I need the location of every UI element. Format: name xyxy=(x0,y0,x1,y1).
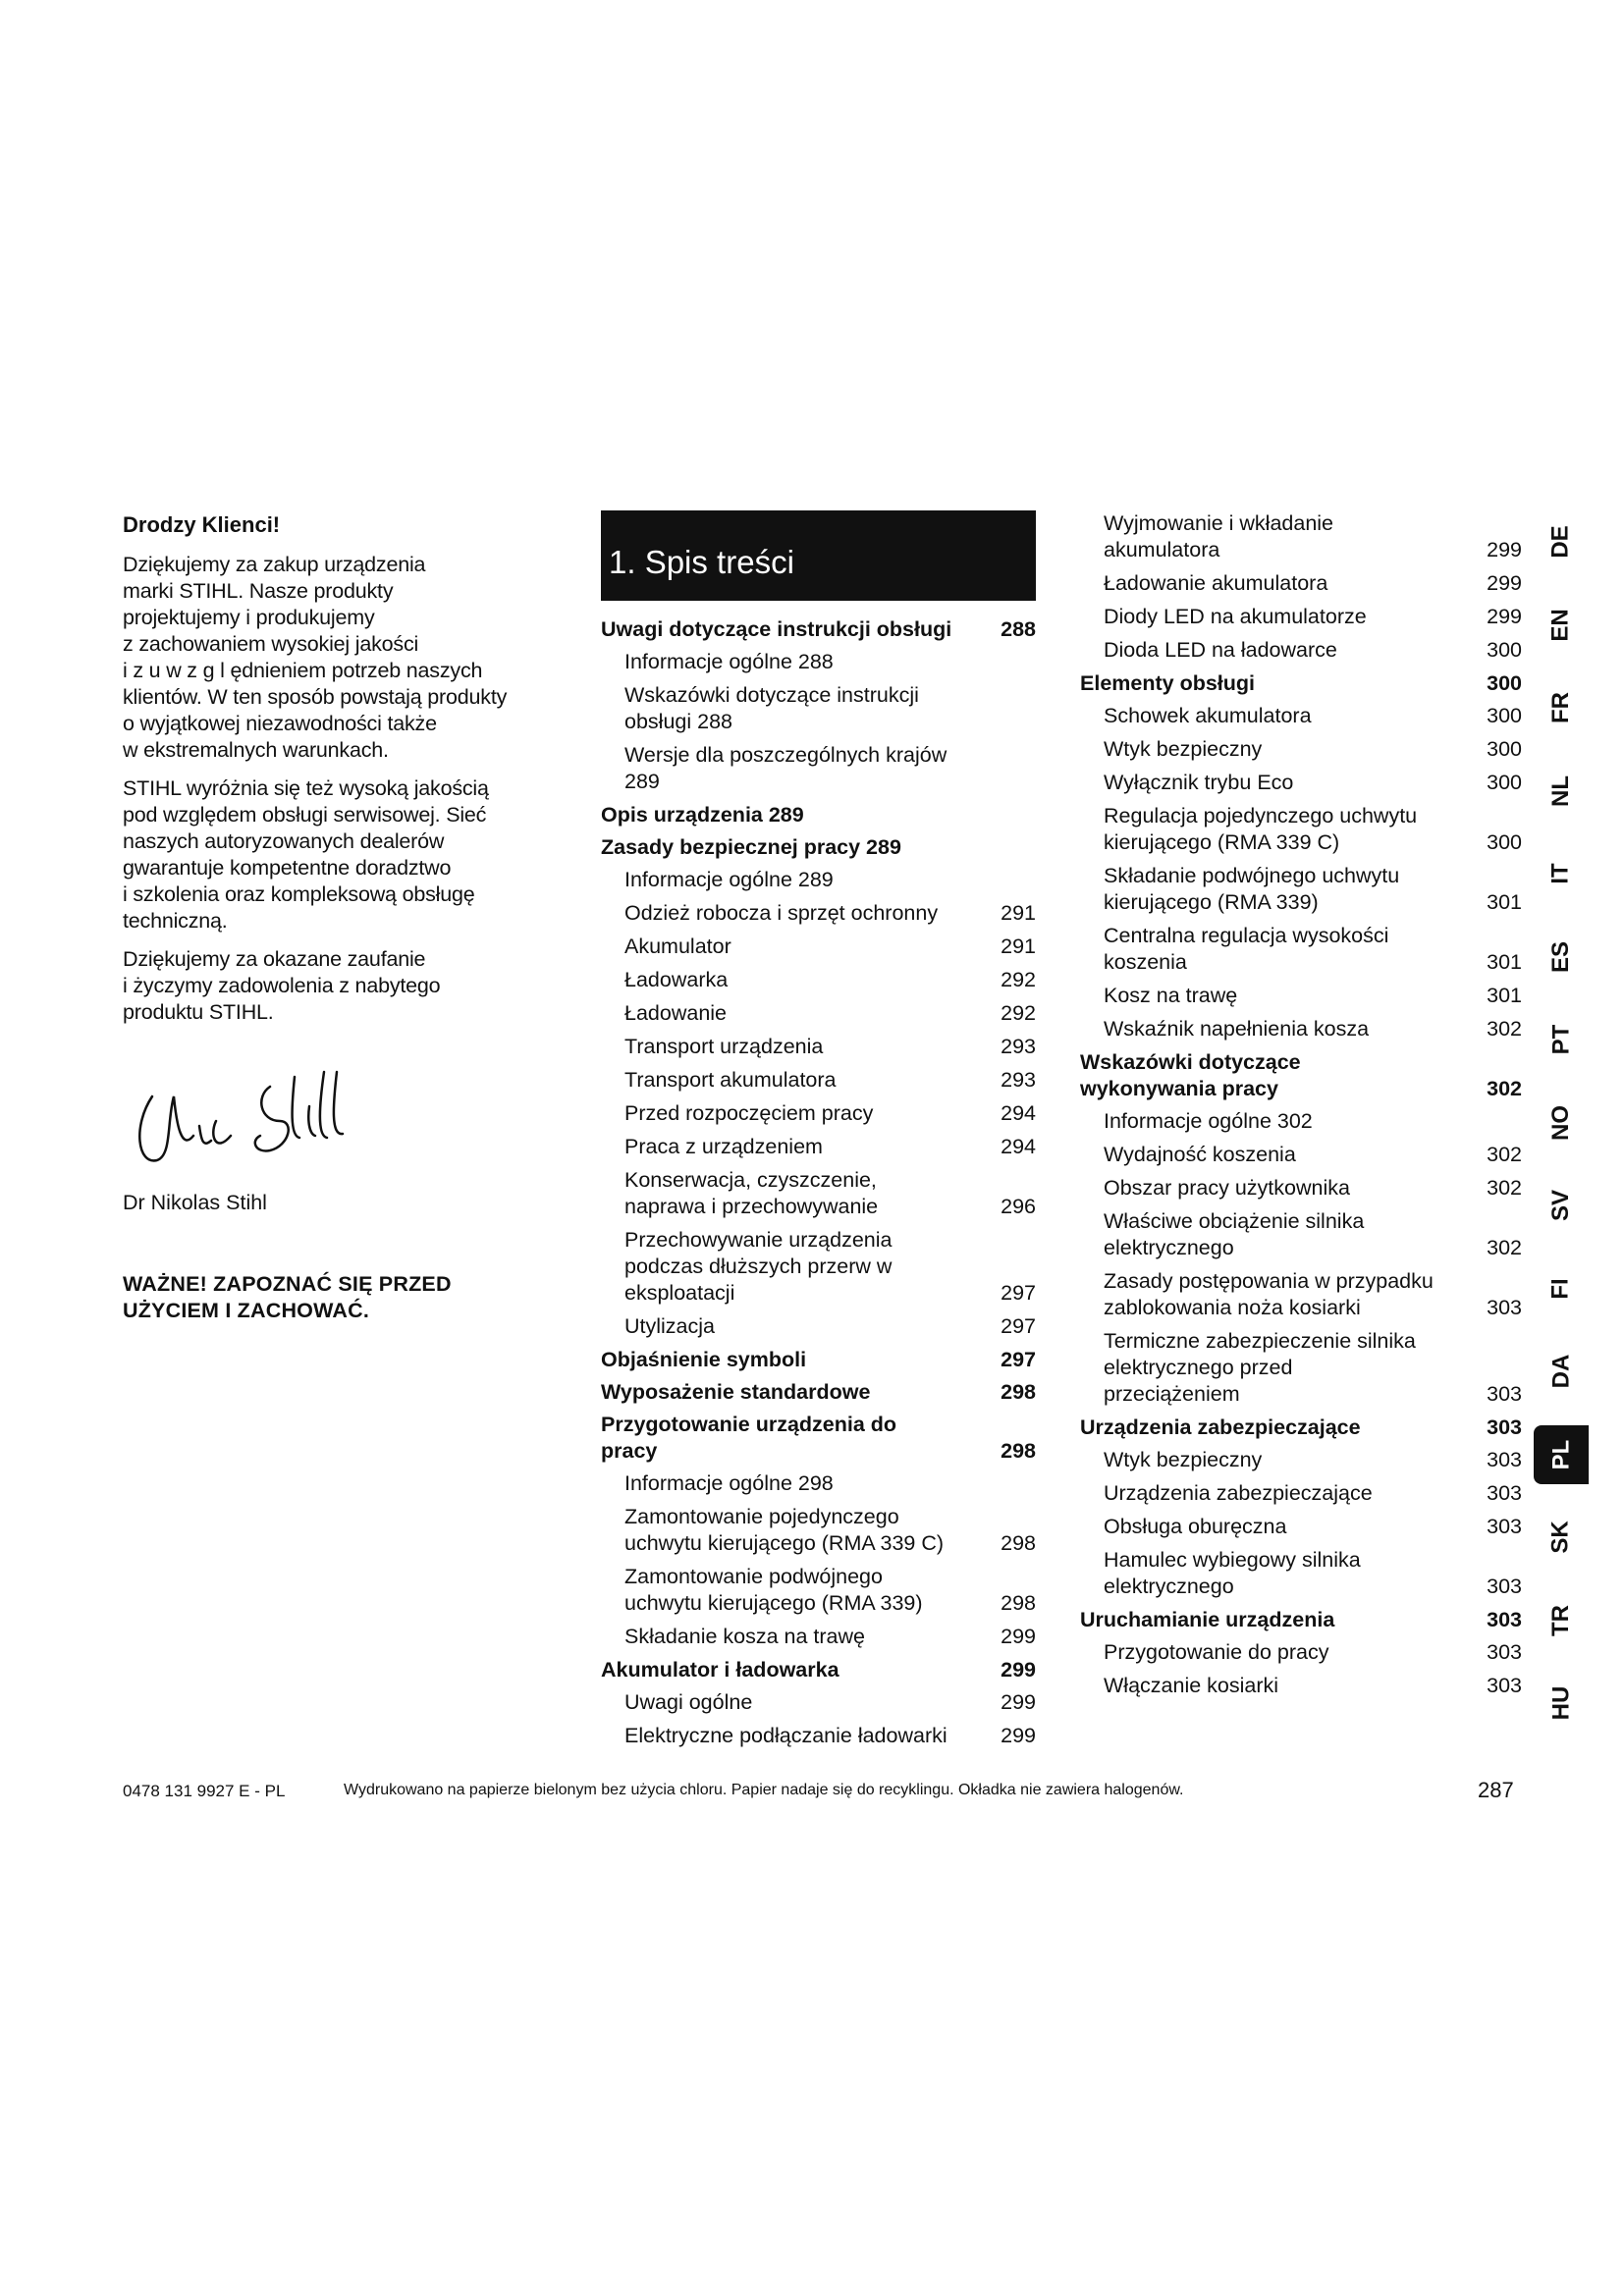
greeting-paragraph: STIHL wyróżnia się też wysoką jakością pod względem obsługi serwisowej. Sieć naszych autoryzowanych dealerów gwarantuje kompetentne doradztwo i szkolenia oraz kompleksową obsługę techniczną. xyxy=(123,776,489,933)
toc-section xyxy=(1080,1415,1522,1441)
toc-entry-page: 299 xyxy=(1487,605,1522,628)
toc-entry-title: Wskazówki dotyczące wykonywania pracy xyxy=(1080,1050,1301,1100)
toc-entry-title: Obszar pracy użytkownika xyxy=(1104,1176,1350,1200)
toc-column-1 xyxy=(601,510,1036,1756)
toc-entry xyxy=(601,934,1036,960)
toc-section xyxy=(601,834,1036,861)
toc-entry-page: 302 xyxy=(1487,1176,1522,1200)
toc-entry xyxy=(601,1167,1036,1220)
toc-entry-page: 299 xyxy=(1487,571,1522,595)
toc-entry xyxy=(1080,923,1522,976)
toc-entry-title: Elektryczne podłączanie ładowarki xyxy=(624,1724,947,1747)
toc-entry xyxy=(601,1313,1036,1340)
toc-entry xyxy=(1080,736,1522,763)
toc-entry xyxy=(601,900,1036,927)
toc-entry-title: Zamontowanie podwójnego uchwytu kierującego (RMA 339) xyxy=(624,1565,923,1615)
language-tab-label: DE xyxy=(1547,525,1574,559)
toc-entry-title: Składanie podwójnego uchwytu kierującego (RMA 339) xyxy=(1104,864,1400,914)
toc-entry-page: 302 xyxy=(1487,1077,1522,1100)
toc-entry-title: Odzież robocza i sprzęt ochronny xyxy=(624,901,939,925)
toc-entry xyxy=(1080,1447,1522,1473)
language-tab-no xyxy=(1534,1094,1589,1152)
toc-entry xyxy=(601,649,1036,675)
toc-entry-page: 294 xyxy=(1001,1135,1036,1158)
signer-name: Dr Nikolas Stihl xyxy=(123,1191,267,1214)
language-tab-label: PT xyxy=(1546,1024,1574,1055)
toc-entry xyxy=(1080,1673,1522,1699)
toc-entry-title: Uwagi dotyczące instrukcji obsługi xyxy=(601,617,952,641)
toc-entry xyxy=(1080,1480,1522,1507)
toc-entry-page: 303 xyxy=(1487,1296,1522,1319)
toc-entry-page: 300 xyxy=(1487,737,1522,761)
toc-entry-page: 303 xyxy=(1487,1674,1522,1697)
toc-entry-page: 296 xyxy=(1001,1195,1036,1218)
toc-entry-title: Informacje ogólne 289 xyxy=(624,868,834,891)
language-tab-label: HU xyxy=(1546,1685,1574,1721)
toc-entry-page: 298 xyxy=(1001,1531,1036,1555)
toc-entry xyxy=(1080,803,1522,856)
toc-entry xyxy=(601,1504,1036,1557)
toc-entry xyxy=(1080,1639,1522,1666)
toc-entry-page: 292 xyxy=(1001,968,1036,991)
language-tab-label: NO xyxy=(1547,1104,1574,1141)
toc-entry-page: 300 xyxy=(1487,771,1522,794)
toc-entry-title: Ładowanie akumulatora xyxy=(1104,571,1328,595)
language-tab-label: DA xyxy=(1546,1354,1574,1389)
toc-entry xyxy=(1080,1016,1522,1042)
toc-entry-title: Wskazówki dotyczące instrukcji obsługi 288 xyxy=(624,683,919,733)
toc-entry-page: 291 xyxy=(1001,901,1036,925)
toc-entry xyxy=(601,1689,1036,1716)
toc-entry-page: 301 xyxy=(1487,984,1522,1007)
toc-entry-title: Dioda LED na ładowarce xyxy=(1104,638,1337,662)
toc-entry-page: 300 xyxy=(1487,638,1522,662)
toc-entry xyxy=(601,1723,1036,1749)
language-tab-label: ES xyxy=(1546,940,1574,973)
toc-entry-page: 303 xyxy=(1487,1415,1522,1439)
toc-entry-page: 302 xyxy=(1487,1017,1522,1041)
toc-entry xyxy=(1080,570,1522,597)
toc-entry xyxy=(1080,863,1522,916)
toc-section xyxy=(601,1379,1036,1406)
language-tab-label: SK xyxy=(1547,1521,1574,1554)
toc-entry-title: Przygotowanie urządzenia do pracy xyxy=(601,1413,897,1463)
toc-entry-page: 303 xyxy=(1487,1640,1522,1664)
toc-entry xyxy=(601,682,1036,735)
toc-entry xyxy=(1080,1142,1522,1168)
toc-entry-page: 294 xyxy=(1001,1101,1036,1125)
toc-entry xyxy=(601,1227,1036,1307)
toc-entry xyxy=(1080,1268,1522,1321)
toc-entry-page: 291 xyxy=(1001,934,1036,958)
toc-entry-page: 298 xyxy=(1001,1591,1036,1615)
language-tab-pl xyxy=(1534,1425,1589,1484)
toc-section xyxy=(601,616,1036,643)
toc-entry-title: Wtyk bezpieczny xyxy=(1104,737,1263,761)
language-tab-fr xyxy=(1534,678,1589,737)
toc-entry xyxy=(1080,1514,1522,1540)
toc-section xyxy=(1080,1049,1522,1102)
language-tab-fi xyxy=(1534,1259,1589,1318)
language-tab-label: FI xyxy=(1546,1277,1574,1300)
toc-entry-title: Centralna regulacja wysokości koszenia xyxy=(1104,924,1389,974)
toc-entry-title: Urządzenia zabezpieczające xyxy=(1080,1415,1361,1439)
toc-entry-title: Wydajność koszenia xyxy=(1104,1143,1296,1166)
toc-entry xyxy=(601,742,1036,795)
toc-entry-page: 300 xyxy=(1487,671,1522,695)
toc-entry xyxy=(1080,770,1522,796)
toc-entry-title: Zasady postępowania w przypadku zablokowania noża kosiarki xyxy=(1104,1269,1434,1319)
greeting-column xyxy=(123,510,555,1324)
toc-entry-title: Kosz na trawę xyxy=(1104,984,1238,1007)
important-notice: WAŻNE! ZAPOZNAĆ SIĘ PRZED UŻYCIEM I ZACHOWAĆ. xyxy=(123,1272,452,1322)
toc-entry-title: Informacje ogólne 298 xyxy=(624,1471,834,1495)
language-tabs xyxy=(1534,512,1589,1759)
toc-entry xyxy=(601,1624,1036,1650)
toc-entry-page: 299 xyxy=(1001,1625,1036,1648)
toc-entry-page: 297 xyxy=(1001,1314,1036,1338)
greeting-paragraph: Dziękujemy za zakup urządzenia marki STIHL. Nasze produkty projektujemy i produkujemy z zachowaniem wysokiej jakości i z u w z g l ędnieniem potrzeb naszych klientów. W ten sposób powstają produkty o wyjątkowej niezawodności także w ekstremalnych warunkach. xyxy=(123,553,508,762)
toc-entry-title: Włączanie kosiarki xyxy=(1104,1674,1279,1697)
toc-entry-title: Transport urządzenia xyxy=(624,1035,824,1058)
language-tab-da xyxy=(1534,1342,1589,1401)
language-tab-label: PL xyxy=(1546,1439,1574,1469)
language-tab-sk xyxy=(1534,1508,1589,1567)
toc-entry-title: Akumulator xyxy=(624,934,731,958)
toc-entry-title: Wyłącznik trybu Eco xyxy=(1104,771,1294,794)
toc-entry-page: 302 xyxy=(1487,1236,1522,1259)
language-tab-pt xyxy=(1534,1010,1589,1069)
toc-entry-page: 297 xyxy=(1001,1348,1036,1371)
toc-entry xyxy=(601,1100,1036,1127)
language-tab-sv xyxy=(1534,1176,1589,1235)
toc-entry-title: Właściwe obciążenie silnika elektrycznego xyxy=(1104,1209,1365,1259)
toc-entry-page: 303 xyxy=(1487,1481,1522,1505)
language-tab-label: NL xyxy=(1547,774,1574,807)
toc-list xyxy=(601,616,1036,1749)
toc-entry xyxy=(1080,637,1522,664)
toc-entry-page: 292 xyxy=(1001,1001,1036,1025)
toc-section xyxy=(601,1657,1036,1683)
toc-entry-page: 293 xyxy=(1001,1035,1036,1058)
toc-entry-title: Urządzenia zabezpieczające xyxy=(1104,1481,1373,1505)
toc-entry-title: Praca z urządzeniem xyxy=(624,1135,823,1158)
toc-entry-page: 300 xyxy=(1487,830,1522,854)
signature-image xyxy=(123,1067,358,1175)
toc-entry-title: Akumulator i ładowarka xyxy=(601,1658,839,1682)
toc-entry xyxy=(601,1000,1036,1027)
toc-entry xyxy=(601,1470,1036,1497)
toc-entry-title: Regulacja pojedynczego uchwytu kierującego (RMA 339 C) xyxy=(1104,804,1418,854)
toc-entry-page: 301 xyxy=(1487,890,1522,914)
toc-entry-page: 300 xyxy=(1487,704,1522,727)
toc-entry-title: Uwagi ogólne xyxy=(624,1690,753,1714)
toc-entry-page: 299 xyxy=(1001,1724,1036,1747)
toc-entry-page: 299 xyxy=(1487,538,1522,561)
toc-entry-title: Objaśnienie symboli xyxy=(601,1348,807,1371)
toc-entry-page: 303 xyxy=(1487,1575,1522,1598)
toc-entry-title: Uruchamianie urządzenia xyxy=(1080,1608,1335,1631)
language-tab-label: SV xyxy=(1546,1189,1574,1222)
language-tab-it xyxy=(1534,844,1589,903)
toc-entry xyxy=(1080,1208,1522,1261)
toc-entry-page: 298 xyxy=(1001,1439,1036,1463)
document-code: 0478 131 9927 E - PL xyxy=(123,1782,286,1800)
toc-entry-title: Wskaźnik napełnienia kosza xyxy=(1104,1017,1370,1041)
toc-entry-title: Elementy obsługi xyxy=(1080,671,1256,695)
greeting-title: Drodzy Klienci! xyxy=(123,512,281,537)
toc-entry xyxy=(601,867,1036,893)
toc-entry-title: Przed rozpoczęciem pracy xyxy=(624,1101,874,1125)
toc-entry-title: Składanie kosza na trawę xyxy=(624,1625,866,1648)
toc-section xyxy=(1080,1607,1522,1633)
toc-entry-title: Wtyk bezpieczny xyxy=(1104,1448,1263,1471)
toc-entry-title: Utylizacja xyxy=(624,1314,715,1338)
language-tab-label: IT xyxy=(1546,863,1574,884)
toc-entry-title: Wersje dla poszczególnych krajów 289 xyxy=(624,743,947,793)
toc-entry xyxy=(1080,1328,1522,1408)
toc-entry-title: Informacje ogólne 288 xyxy=(624,650,834,673)
toc-entry xyxy=(1080,1547,1522,1600)
toc-entry-title: Transport akumulatora xyxy=(624,1068,837,1092)
toc-entry-title: Schowek akumulatora xyxy=(1104,704,1312,727)
toc-entry xyxy=(1080,604,1522,630)
language-tab-label: EN xyxy=(1547,608,1574,642)
toc-entry-title: Hamulec wybiegowy silnika elektrycznego xyxy=(1104,1548,1361,1598)
toc-entry-title: Ładowarka xyxy=(624,968,729,991)
toc-entry-title: Obsługa oburęczna xyxy=(1104,1515,1287,1538)
toc-entry-title: Opis urządzenia 289 xyxy=(601,803,804,827)
toc-entry xyxy=(601,1134,1036,1160)
language-tab-label: FR xyxy=(1547,692,1574,723)
toc-entry xyxy=(601,1034,1036,1060)
toc-entry-page: 297 xyxy=(1001,1281,1036,1305)
toc-entry-page: 298 xyxy=(1001,1380,1036,1404)
toc-entry-page: 299 xyxy=(1001,1690,1036,1714)
toc-column-2 xyxy=(1080,510,1522,1706)
toc-entry-page: 303 xyxy=(1487,1608,1522,1631)
page-number: 287 xyxy=(1478,1778,1514,1802)
toc-entry-page: 301 xyxy=(1487,950,1522,974)
toc-entry xyxy=(1080,1175,1522,1201)
language-tab-es xyxy=(1534,928,1589,987)
greeting-paragraph: Dziękujemy za okazane zaufanie i życzymy zadowolenia z nabytego produktu STIHL. xyxy=(123,947,441,1024)
toc-entry-title: Przygotowanie do pracy xyxy=(1104,1640,1329,1664)
language-tab-hu xyxy=(1534,1674,1589,1733)
language-tab-label: TR xyxy=(1547,1604,1574,1636)
toc-entry-title: Zasady bezpiecznej pracy 289 xyxy=(601,835,901,859)
toc-section xyxy=(1080,670,1522,697)
toc-title: 1. Spis treści xyxy=(601,510,1036,601)
toc-entry-page: 299 xyxy=(1001,1658,1036,1682)
toc-entry xyxy=(601,967,1036,993)
toc-section xyxy=(601,1347,1036,1373)
toc-entry xyxy=(601,1564,1036,1617)
toc-entry-page: 303 xyxy=(1487,1515,1522,1538)
toc-entry-title: Przechowywanie urządzenia podczas dłuższych przerw w eksploatacji xyxy=(624,1228,893,1305)
toc-entry-title: Wyjmowanie i wkładanie akumulatora xyxy=(1104,511,1334,561)
toc-entry-page: 303 xyxy=(1487,1448,1522,1471)
toc-entry xyxy=(1080,703,1522,729)
toc-entry-page: 302 xyxy=(1487,1143,1522,1166)
toc-entry-page: 303 xyxy=(1487,1382,1522,1406)
toc-entry-page: 288 xyxy=(1001,617,1036,641)
toc-entry-title: Zamontowanie pojedynczego uchwytu kierującego (RMA 339 C) xyxy=(624,1505,945,1555)
toc-entry-title: Termiczne zabezpieczenie silnika elektrycznego przed przeciążeniem xyxy=(1104,1329,1416,1406)
toc-entry-title: Wyposażenie standardowe xyxy=(601,1380,871,1404)
toc-entry-title: Diody LED na akumulatorze xyxy=(1104,605,1367,628)
language-tab-tr xyxy=(1534,1591,1589,1650)
toc-list xyxy=(1080,510,1522,1699)
language-tab-de xyxy=(1534,512,1589,571)
toc-entry xyxy=(601,1067,1036,1094)
language-tab-nl xyxy=(1534,762,1589,821)
toc-entry xyxy=(1080,1108,1522,1135)
toc-entry xyxy=(1080,983,1522,1009)
toc-section xyxy=(601,802,1036,828)
toc-entry-title: Informacje ogólne 302 xyxy=(1104,1109,1313,1133)
toc-entry-title: Konserwacja, czyszczenie, naprawa i przechowywanie xyxy=(624,1168,879,1218)
toc-entry-page: 293 xyxy=(1001,1068,1036,1092)
toc-entry xyxy=(1080,510,1522,563)
language-tab-en xyxy=(1534,596,1589,655)
toc-section xyxy=(601,1412,1036,1465)
print-note: Wydrukowano na papierze bielonym bez użycia chloru. Papier nadaje się do recyklingu. Okładka nie zawiera halogenów. xyxy=(344,1782,1184,1798)
toc-entry-title: Ładowanie xyxy=(624,1001,728,1025)
